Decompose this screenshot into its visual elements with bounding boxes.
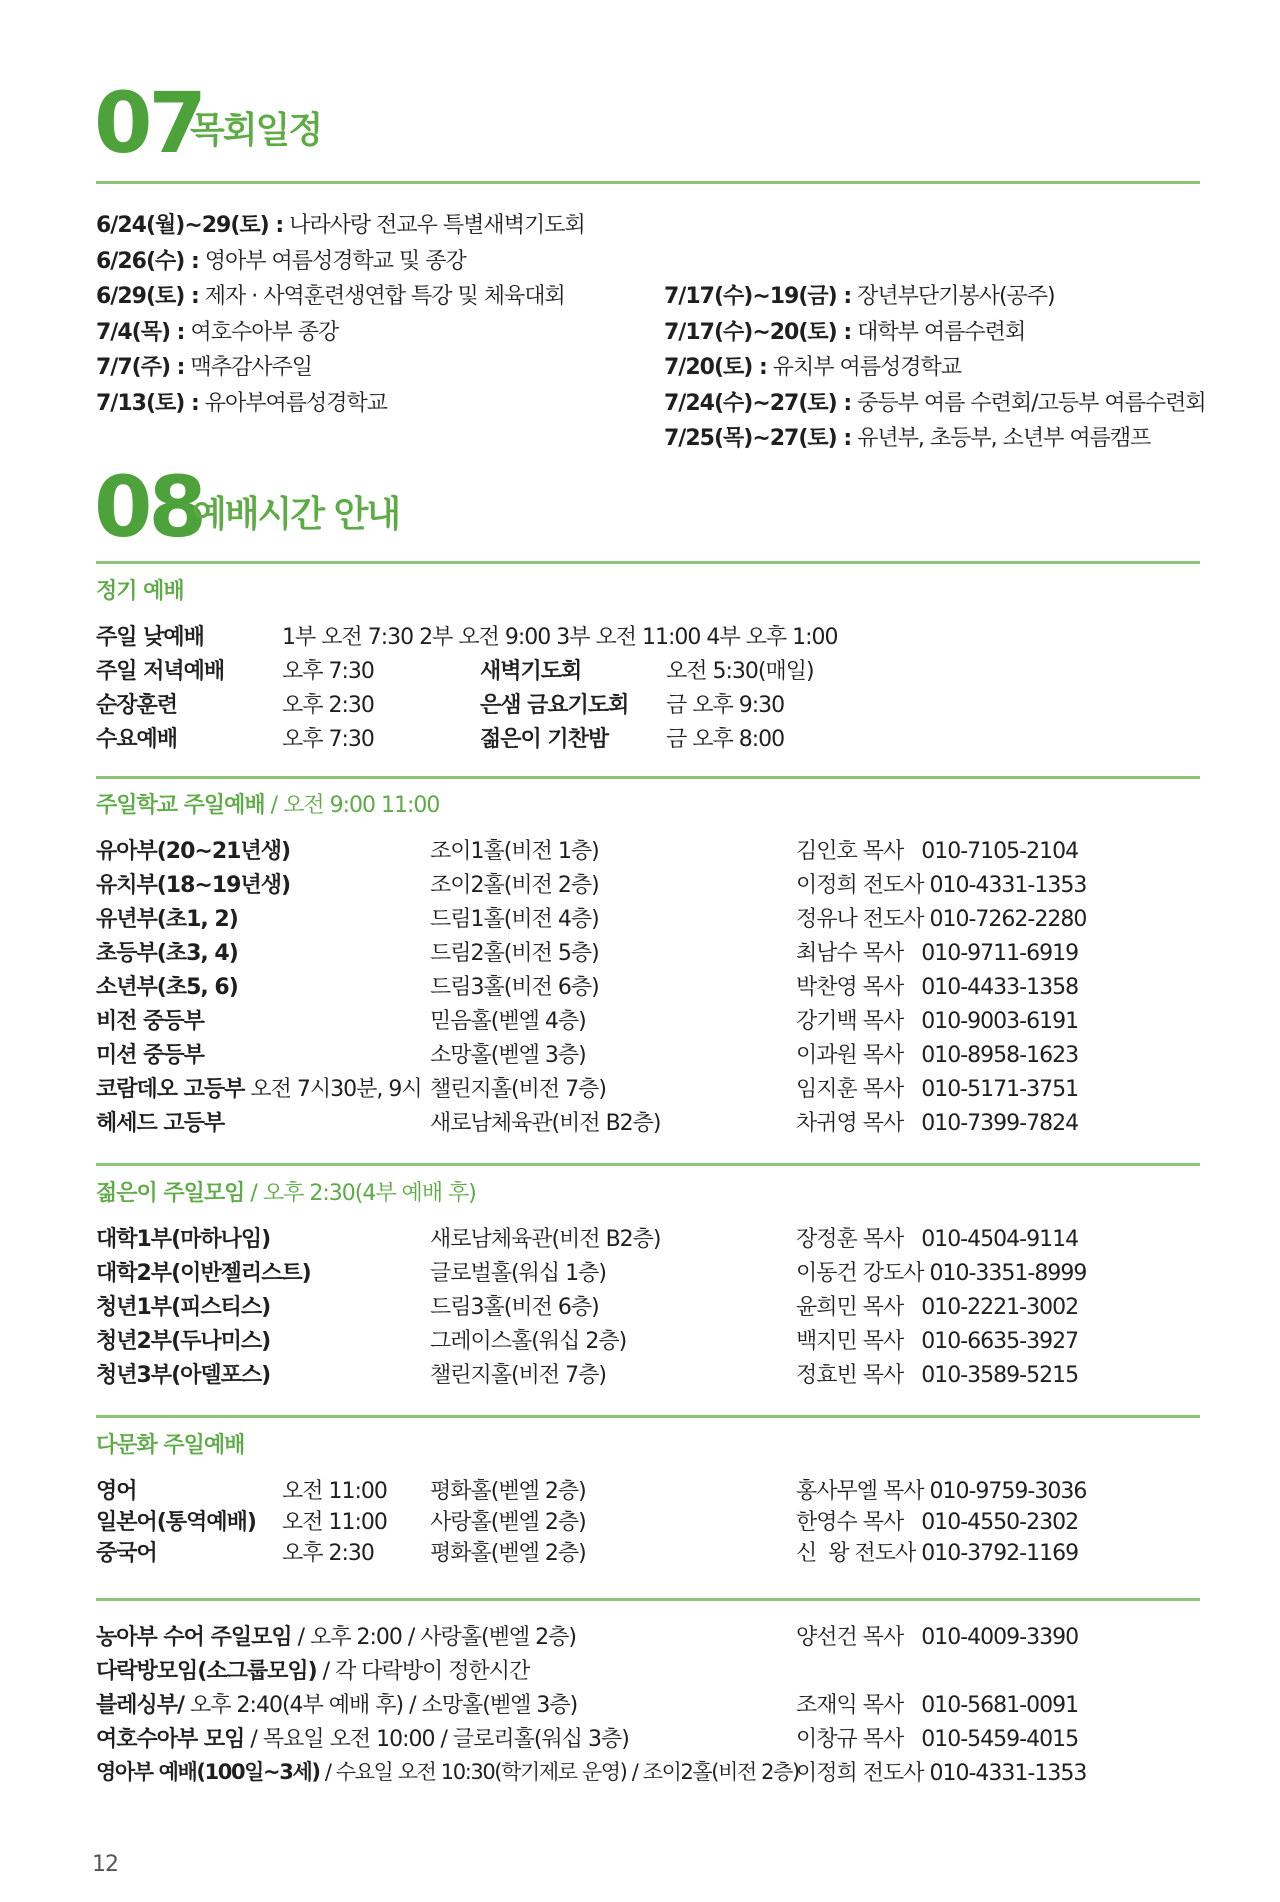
divider [96,1415,1200,1418]
dept-contact: 이과원 목사 010-8958-1623 [796,1043,1079,1068]
service-contact: 홍사무엘 목사 010-9759-3036 [796,1479,1087,1504]
schedule-item: 6/29(토) : 제자 · 사역훈련생연합 특강 및 체육대회 [96,284,565,309]
worship-name: 새벽기도회 [480,659,582,684]
worship-name: 주일 저녁예배 [96,659,225,684]
service-place: 사랑홀(벧엘 2층) [430,1510,586,1535]
dept-name: 청년1부(피스티스) [96,1295,271,1320]
dept-place: 드림1홀(비전 4층) [430,907,599,932]
service-time: 오전 11:00 [282,1479,387,1504]
section-title-worship-times: 예배시간 안내 [192,494,400,535]
dept-name: 유년부(초1, 2) [96,907,238,932]
meeting-item: 영아부 예배(100일~3세) / 수요일 오전 10:30(학기제로 운영) / 조이2홀(비전 2층) [96,1760,799,1784]
dept-contact: 차귀영 목사 010-7399-7824 [796,1111,1079,1136]
dept-contact: 정유나 전도사 010-7262-2280 [796,907,1087,932]
dept-contact: 김인호 목사 010-7105-2104 [796,839,1079,864]
service-time: 오전 11:00 [282,1510,387,1535]
section-number-07: 07 [94,74,203,172]
worship-time: 오전 5:30(매일) [666,659,814,684]
dept-contact: 장정훈 목사 010-4504-9114 [796,1227,1079,1252]
dept-place: 조이1홀(비전 1층) [430,839,599,864]
schedule-item: 6/26(수) : 영아부 여름성경학교 및 종강 [96,249,466,274]
worship-time: 금 오후 9:30 [666,693,785,718]
dept-name: 미션 중등부 [96,1043,204,1068]
worship-time: 1부 오전 7:30 2부 오전 9:00 3부 오전 11:00 4부 오후 1:00 [282,625,838,650]
youth-heading: 젊은이 주일모임 / 오후 2:30(4부 예배 후) [96,1181,476,1206]
dept-name: 소년부(초5, 6) [96,975,238,1000]
dept-contact: 정효빈 목사 010-3589-5215 [796,1363,1079,1388]
worship-time: 오후 2:30 [282,693,374,718]
schedule-item: 7/4(목) : 여호수아부 종강 [96,320,339,345]
dept-place: 드림3홀(비전 6층) [430,1295,599,1320]
dept-name: 유아부(20~21년생) [96,839,291,864]
dept-contact: 윤희민 목사 010-2221-3002 [796,1295,1079,1320]
dept-contact: 이정희 전도사 010-4331-1353 [796,873,1087,898]
schedule-item: 7/7(주) : 맥추감사주일 [96,355,312,380]
dept-contact: 박찬영 목사 010-4433-1358 [796,975,1079,1000]
language-name: 일본어(통역예배) [96,1510,256,1535]
dept-name: 비전 중등부 [96,1009,204,1034]
schedule-item: 7/20(토) : 유치부 여름성경학교 [664,355,962,380]
multicultural-heading: 다문화 주일예배 [96,1433,245,1458]
regular-worship-heading: 정기 예배 [96,579,184,604]
dept-place: 드림3홀(비전 6층) [430,975,599,1000]
page-number: 12 [92,1852,118,1877]
meeting-item: 다락방모임(소그룹모임) / 각 다락방이 정한시간 [96,1659,530,1684]
worship-name: 주일 낮예배 [96,625,204,650]
worship-name: 젊은이 기찬밤 [480,727,609,752]
meeting-item: 여호수아부 모임 / 목요일 오전 10:00 / 글로리홀(워십 3층) [96,1727,629,1752]
dept-place: 그레이스홀(워십 2층) [430,1329,627,1354]
worship-name: 수요예배 [96,727,178,752]
meeting-item: 블레싱부/ 오후 2:40(4부 예배 후) / 소망홀(벧엘 3층) [96,1693,578,1718]
service-place: 평화홀(벧엘 2층) [430,1541,586,1566]
meeting-contact: 조재익 목사 010-5681-0091 [796,1693,1079,1718]
worship-name: 은샘 금요기도회 [480,693,629,718]
dept-place: 새로남체육관(비전 B2층) [430,1111,661,1136]
schedule-item: 7/17(수)~19(금) : 장년부단기봉사(공주) [664,284,1055,309]
divider [96,561,1200,564]
sunday-school-heading: 주일학교 주일예배 / 오전 9:00 11:00 [96,793,440,818]
divider [96,181,1200,184]
meeting-contact: 이창규 목사 010-5459-4015 [796,1727,1079,1752]
meeting-contact: 양선건 목사 010-4009-3390 [796,1625,1079,1650]
dept-name: 대학1부(마하나임) [96,1227,271,1252]
divider [96,1163,1200,1166]
dept-place: 새로남체육관(비전 B2층) [430,1227,661,1252]
section-title-schedule: 목회일정 [190,110,322,151]
meeting-item: 농아부 수어 주일모임 / 오후 2:00 / 사랑홀(벧엘 2층) [96,1625,576,1650]
dept-contact: 최남수 목사 010-9711-6919 [796,941,1079,966]
dept-name: 헤세드 고등부 [96,1111,225,1136]
dept-place: 소망홀(벧엘 3층) [430,1043,586,1068]
dept-name: 초등부(초3, 4) [96,941,238,966]
dept-place: 드림2홀(비전 5층) [430,941,599,966]
dept-name: 대학2부(이반젤리스트) [96,1261,311,1286]
dept-contact: 이동건 강도사 010-3351-8999 [796,1261,1087,1286]
service-place: 평화홀(벧엘 2층) [430,1479,586,1504]
dept-place: 조이2홀(비전 2층) [430,873,599,898]
dept-name: 코람데오 고등부 오전 7시30분, 9시 [96,1077,422,1102]
worship-time: 오후 7:30 [282,659,374,684]
dept-name: 청년3부(아델포스) [96,1363,271,1388]
schedule-item: 6/24(월)~29(토) : 나라사랑 전교우 특별새벽기도회 [96,213,585,238]
divider [96,1598,1200,1601]
language-name: 중국어 [96,1541,157,1566]
dept-contact: 백지민 목사 010-6635-3927 [796,1329,1079,1354]
schedule-item: 7/17(수)~20(토) : 대학부 여름수련회 [664,320,1026,345]
meeting-contact: 이정희 전도사 010-4331-1353 [796,1761,1087,1786]
dept-place: 믿음홀(벧엘 4층) [430,1009,586,1034]
service-contact: 한영수 목사 010-4550-2302 [796,1510,1079,1535]
worship-time: 금 오후 8:00 [666,727,785,752]
service-contact: 신 왕 전도사 010-3792-1169 [796,1541,1079,1566]
schedule-item: 7/13(토) : 유아부여름성경학교 [96,391,388,416]
worship-name: 순장훈련 [96,693,178,718]
dept-name: 유치부(18~19년생) [96,873,291,898]
dept-contact: 임지훈 목사 010-5171-3751 [796,1077,1079,1102]
schedule-item: 7/25(목)~27(토) : 유년부, 초등부, 소년부 여름캠프 [664,426,1151,451]
dept-place: 글로벌홀(워십 1층) [430,1261,606,1286]
service-time: 오후 2:30 [282,1541,374,1566]
worship-time: 오후 7:30 [282,727,374,752]
divider [96,776,1200,779]
schedule-item: 7/24(수)~27(토) : 중등부 여름 수련회/고등부 여름수련회 [664,391,1206,416]
dept-name: 청년2부(두나미스) [96,1329,271,1354]
section-number-08: 08 [94,458,203,556]
dept-place: 챌린지홀(비전 7층) [430,1077,606,1102]
dept-place: 챌린지홀(비전 7층) [430,1363,606,1388]
dept-contact: 강기백 목사 010-9003-6191 [796,1009,1079,1034]
language-name: 영어 [96,1479,137,1504]
